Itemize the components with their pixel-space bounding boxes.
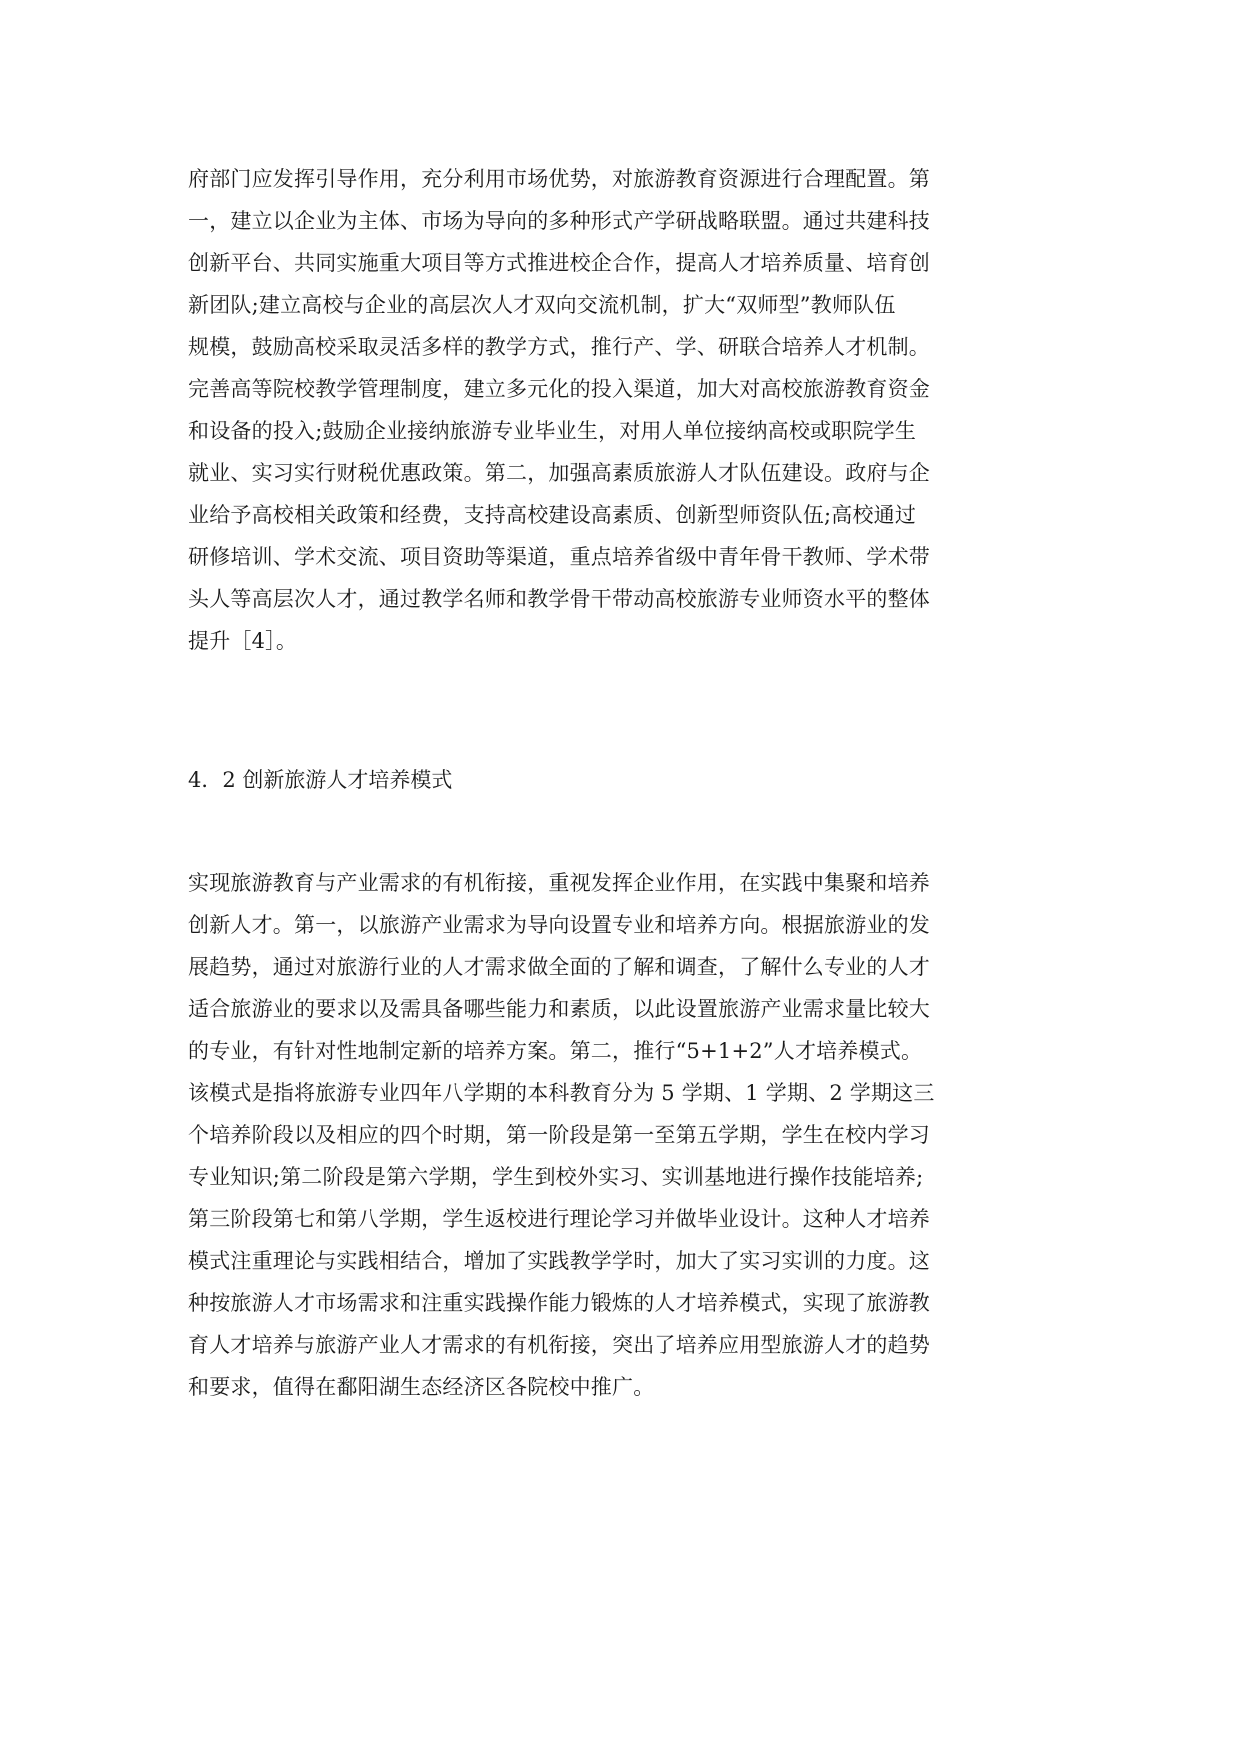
- body-paragraph-1: [188, 158, 1054, 662]
- paragraph-line: 的专业，有针对性地制定新的培养方案。第二，推行“5+1+2”人才培养模式。: [188, 1039, 923, 1063]
- paragraph-line: 就业、实习实行财税优惠政策。第二，加强高素质旅游人才队伍建设。政府与企: [188, 461, 930, 485]
- paragraph-line: 和设备的投入;鼓励企业接纳旅游专业毕业生，对用人单位接纳高校或职院学生: [188, 419, 917, 443]
- section-heading: 4．2 创新旅游人才培养模式: [188, 768, 453, 792]
- paragraph-line: 头人等高层次人才，通过教学名师和教学骨干带动高校旅游专业师资水平的整体: [188, 587, 930, 611]
- paragraph-line: 提升［4］。: [188, 629, 298, 653]
- paragraph-line: 完善高等院校教学管理制度，建立多元化的投入渠道，加大对高校旅游教育资金: [188, 377, 930, 401]
- paragraph-line: 育人才培养与旅游产业人才需求的有机衔接，突出了培养应用型旅游人才的趋势: [188, 1333, 930, 1357]
- paragraph-line: 研修培训、学术交流、项目资助等渠道，重点培养省级中青年骨干教师、学术带: [188, 545, 930, 569]
- paragraph-line: 规模，鼓励高校采取灵活多样的教学方式，推行产、学、研联合培养人才机制。: [188, 335, 930, 359]
- paragraph-line: 展趋势，通过对旅游行业的人才需求做全面的了解和调查，了解什么专业的人才: [188, 955, 930, 979]
- paragraph-line: 府部门应发挥引导作用，充分利用市场优势，对旅游教育资源进行合理配置。第: [188, 167, 930, 191]
- paragraph-line: 创新平台、共同实施重大项目等方式推进校企合作，提高人才培养质量、培育创: [188, 251, 930, 275]
- paragraph-line: 该模式是指将旅游专业四年八学期的本科教育分为 5 学期、1 学期、2 学期这三: [188, 1081, 935, 1105]
- paragraph-line: 一，建立以企业为主体、市场为导向的多种形式产学研战略联盟。通过共建科技: [188, 209, 930, 233]
- paragraph-line: 第三阶段第七和第八学期，学生返校进行理论学习并做毕业设计。这种人才培养: [188, 1207, 930, 1231]
- paragraph-line: 专业知识;第二阶段是第六学期，学生到校外实习、实训基地进行操作技能培养;: [188, 1165, 924, 1189]
- paragraph-line: 模式注重理论与实践相结合，增加了实践教学学时，加大了实习实训的力度。这: [188, 1249, 930, 1273]
- paragraph-line: 个培养阶段以及相应的四个时期，第一阶段是第一至第五学期，学生在校内学习: [188, 1123, 930, 1147]
- paragraph-line: 种按旅游人才市场需求和注重实践操作能力锻炼的人才培养模式，实现了旅游教: [188, 1291, 930, 1315]
- paragraph-line: 新团队;建立高校与企业的高层次人才双向交流机制，扩大“双师型”教师队伍: [188, 293, 896, 317]
- body-paragraph-2: [188, 862, 1054, 1408]
- paragraph-line: 适合旅游业的要求以及需具备哪些能力和素质，以此设置旅游产业需求量比较大: [188, 997, 930, 1021]
- paragraph-line: 和要求，值得在鄱阳湖生态经济区各院校中推广。: [188, 1375, 655, 1399]
- paragraph-line: 创新人才。第一，以旅游产业需求为导向设置专业和培养方向。根据旅游业的发: [188, 913, 930, 937]
- paragraph-line: 实现旅游教育与产业需求的有机衔接，重视发挥企业作用，在实践中集聚和培养: [188, 871, 930, 895]
- paragraph-line: 业给予高校相关政策和经费，支持高校建设高素质、创新型师资队伍;高校通过: [188, 503, 917, 527]
